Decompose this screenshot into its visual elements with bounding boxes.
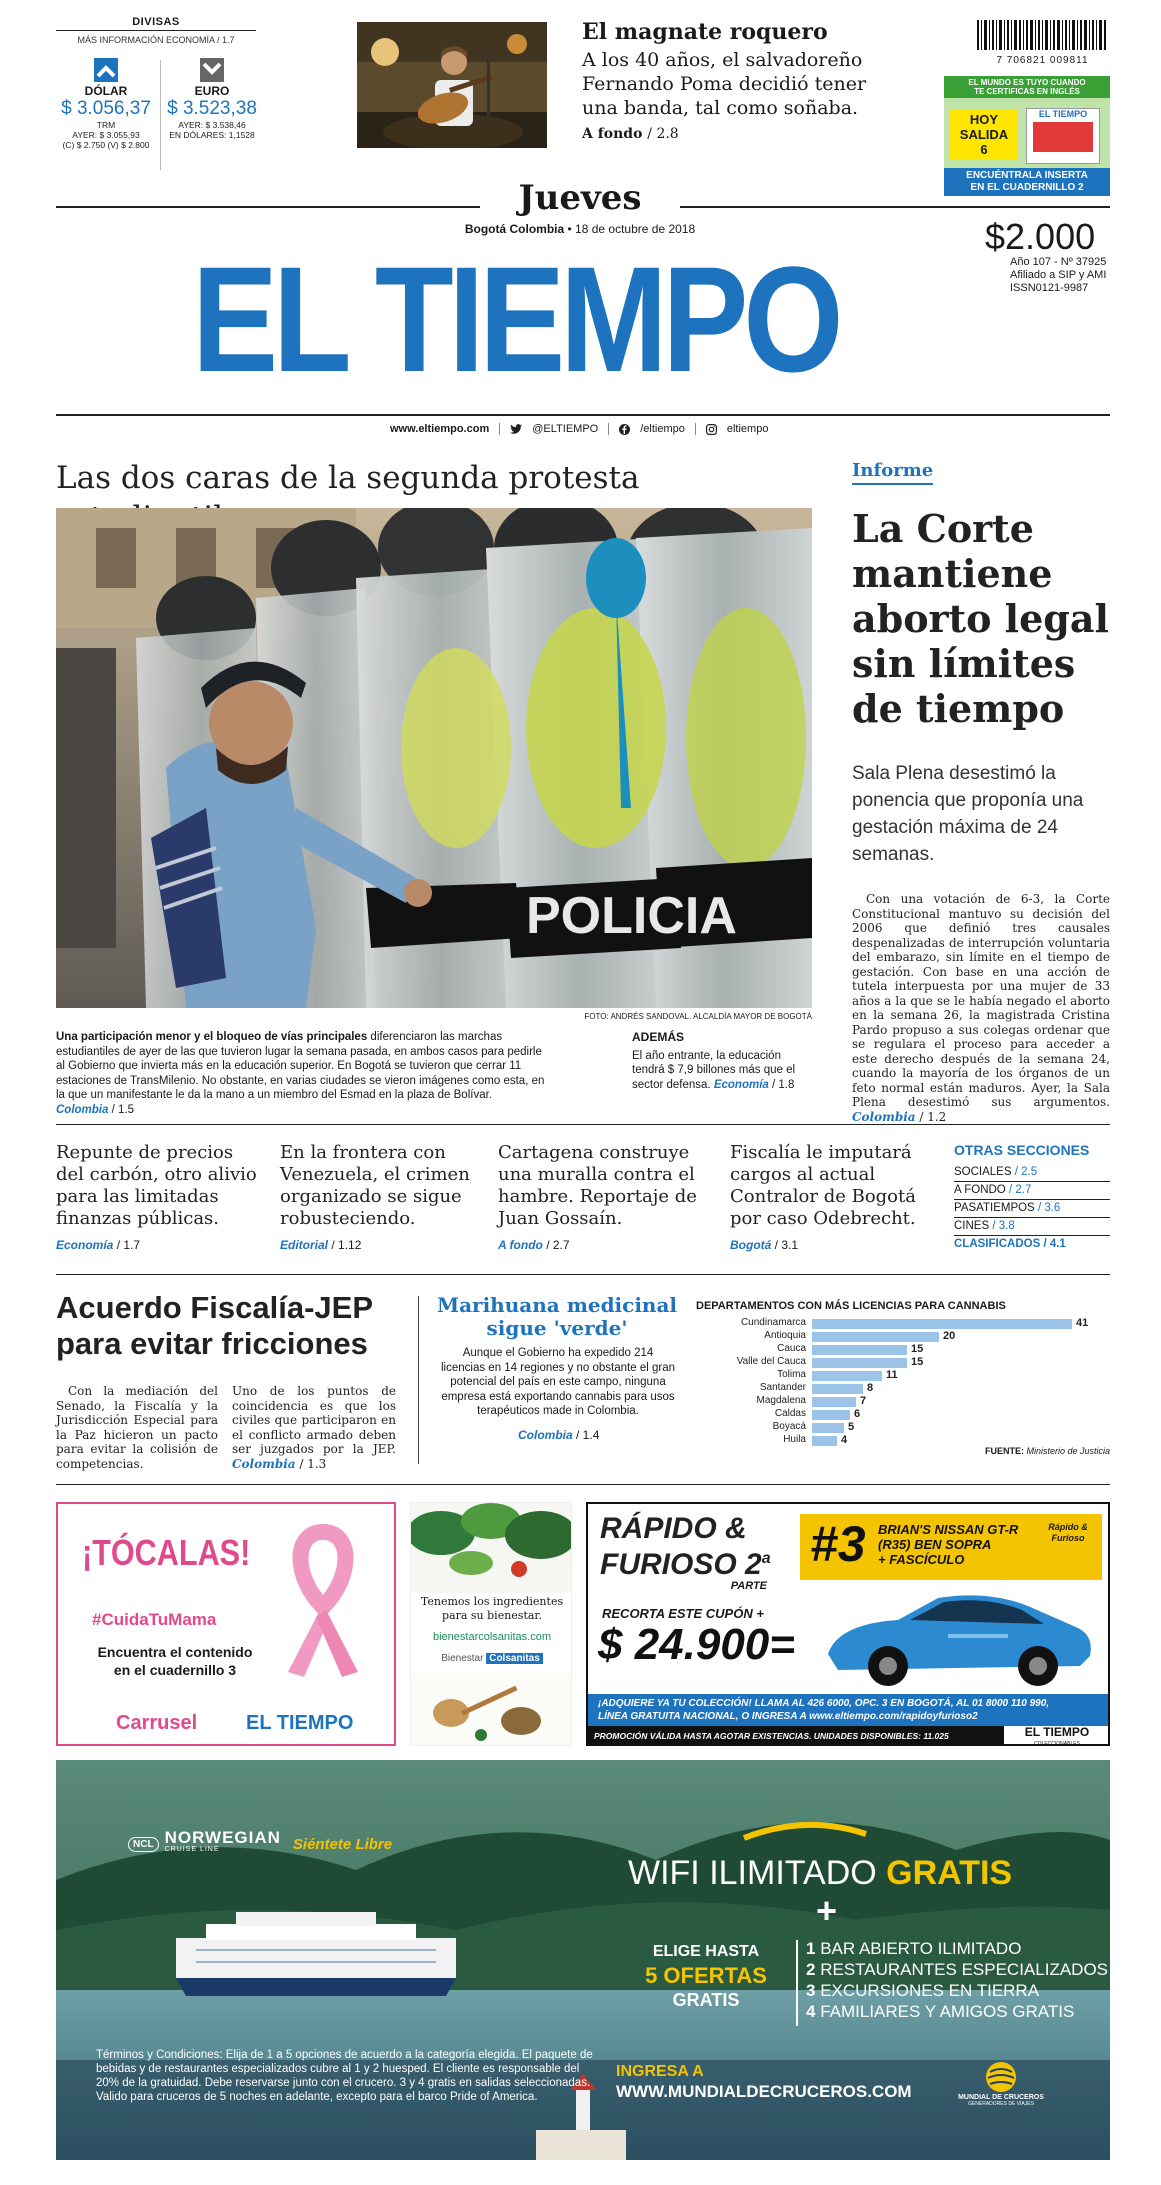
chart-category-label: Tolima: [777, 1369, 806, 1380]
marihuana-headline[interactable]: Marihuana medicinal sigue 'verde': [436, 1293, 678, 1340]
top-teaser-title: El magnate roquero: [582, 19, 828, 45]
brief-text: En la frontera con Venezuela, el crimen organizado se sigue robusteciendo.: [280, 1142, 470, 1229]
facebook-icon: [619, 424, 630, 435]
chart-value-label: 11: [886, 1369, 898, 1381]
ademas-page: / 1.8: [772, 1078, 795, 1091]
chart-bar: [812, 1397, 856, 1407]
promo-footer-2: EN EL CUADERNILLO 2: [970, 182, 1084, 193]
brief-page: / 2.7: [546, 1238, 570, 1252]
chart-category-label: Boyacá: [772, 1421, 806, 1432]
jep-page: / 1.3: [299, 1456, 327, 1471]
furious-logo-3: PARTE: [730, 1580, 767, 1592]
brief-4[interactable]: [730, 1142, 930, 1252]
social-web[interactable]: www.eltiempo.com: [390, 423, 490, 435]
lead-caption: [56, 1030, 546, 1117]
chart-bar: [812, 1410, 850, 1420]
chart-category-label: Magdalena: [756, 1395, 806, 1406]
other-section-name: CINES: [954, 1220, 990, 1232]
other-section-page: / 2.7: [1008, 1184, 1032, 1196]
ad-ncl[interactable]: [56, 1760, 1110, 2160]
tocalas-brand-carrusel: Carrusel: [116, 1712, 198, 1734]
tocalas-line2: en el cuadernillo 3: [113, 1662, 237, 1678]
dollar-up-icon: [91, 56, 121, 84]
chart-value-label: 8: [867, 1382, 874, 1394]
other-section-page: / 2.5: [1014, 1166, 1038, 1178]
chart-bar: [812, 1423, 844, 1433]
chart-bar-row: [696, 1370, 1110, 1382]
promo-badge-2: SALIDA: [959, 127, 1009, 142]
other-section-name: PASATIEMPOS: [954, 1202, 1035, 1214]
ncl-offer: 1 BAR ABIERTO ILIMITADO: [806, 1939, 1022, 1958]
ncl-badge: NCL: [128, 1837, 159, 1852]
social-divider: [499, 423, 500, 435]
currency-title: DIVISAS: [56, 16, 256, 31]
instagram-icon: [706, 424, 717, 435]
brief-section[interactable]: Economía: [56, 1238, 114, 1252]
ncl-brand: NORWEGIAN: [164, 1828, 281, 1847]
other-section-page: / 3.8: [992, 1220, 1015, 1232]
masthead-issue-info: [1010, 256, 1106, 295]
top-teaser[interactable]: [582, 18, 892, 142]
furious-car-line2: (R35) BEN SOPRA: [878, 1537, 992, 1552]
ncl-ingresa-label: INGRESA A: [616, 2063, 704, 2080]
marihuana-body-text: Aunque el Gobierno ha expedido 214 licencias en 14 regiones y no obstante el gran potencial del país en este campo, ninguna empresa está exportando cannabis para usos terapéuticos made in Colombia.: [441, 1347, 675, 1417]
promo-line2: TE CERTIFICAS EN INGLÉS: [944, 87, 1110, 98]
masthead-logo[interactable]: EL TIEMPO: [192, 235, 839, 403]
social-instagram[interactable]: eltiempo: [726, 423, 769, 435]
masthead-date: • 18 de octubre de 2018: [567, 222, 696, 236]
chart-value-label: 15: [911, 1356, 924, 1368]
twitter-icon: [510, 424, 522, 435]
brief-text: Cartagena construye una muralla contra el hambre. Reportaje de Juan Gossaín.: [498, 1142, 697, 1229]
other-section-page: / 3.6: [1037, 1202, 1061, 1214]
brief-ref: [280, 1238, 470, 1252]
chart-value-label: 15: [911, 1343, 924, 1355]
masthead-issue: Año 107 - Nº 37925: [1010, 256, 1107, 268]
chart-category-label: Cauca: [777, 1343, 806, 1354]
brief-ref: [56, 1238, 261, 1252]
lead-caption-section[interactable]: Colombia: [56, 1103, 109, 1116]
social-divider: [695, 423, 696, 435]
other-section-name: CLASIFICADOS: [954, 1238, 1041, 1250]
ncl-elige-divider: [796, 1940, 798, 2026]
lead-caption-text: diferenciaron las marchas estudiantiles de ayer de las que tuvieron lugar la semana pasada, en ambos casos para pedirle al Gobierno que invierta más en la educación superior. En Bogotá se tuvieron que cerrar 11 estaciones de TransMilenio. No obstante, en varias ciudades se vieron imágenes como esta, en la que un manifestante le da la mano a un miembro del Esmad en la plaza de Bolívar.: [56, 1031, 545, 1101]
jep-col1-text: Con la mediación del Senado, la Fiscalía y la Jurisdicción Especial para la Paz hicieron un pacto para evitar la colisión de competencias.: [56, 1384, 218, 1471]
chart-bar: [812, 1319, 1072, 1329]
dollar-value: $ 3.056,37: [61, 98, 151, 119]
jep-section[interactable]: Colombia: [232, 1456, 296, 1471]
ncl-offers: [806, 1938, 1108, 2022]
other-section-item[interactable]: [954, 1236, 1110, 1253]
social-facebook[interactable]: /eltiempo: [640, 423, 685, 435]
ncl-terms: Términos y Condiciones: Elija de 1 a 5 opciones de acuerdo a la categoría elegida. El paquete de bebidas y de restaurantes especializados cubre al 1 y 2 huesped. El cliente es responsable del 20% de la gratuidad. Debe reservarse junto con el crucero. 3 y 4 gratis en salidas seleccionadas. Valido para cruceros de 5 noches en adelante, excepto para el barco Pride of America.: [96, 2049, 593, 2103]
blue-car-illustration: [818, 1584, 1098, 1694]
jep-col2-text: Uno de los puntos de coincidencia es que los civiles que participaron en el conflicto armado deben ser juzgados por la JEP.: [232, 1384, 396, 1456]
chart-bar: [812, 1384, 863, 1394]
furious-mini-logo: Rápido & Furioso: [1048, 1522, 1088, 1543]
barcode: [975, 20, 1110, 66]
herbs-illustration: [411, 1503, 572, 1593]
chart-bar: [812, 1371, 882, 1381]
colsanitas-brand-a: Bienestar: [441, 1653, 484, 1664]
masthead-rule-bottom: [56, 414, 1110, 416]
other-section-item[interactable]: [954, 1200, 1110, 1218]
ncl-tagline: Siéntete Libre: [292, 1835, 393, 1853]
tocalas-hashtag: #CuidaTuMama: [92, 1610, 217, 1629]
masthead-city: Bogotá Colombia: [464, 222, 565, 236]
ademas-section[interactable]: Economía: [713, 1078, 769, 1091]
furious-logo-2-main: FURIOSO 2: [600, 1548, 762, 1581]
chart-category-label: Valle del Cauca: [736, 1356, 806, 1367]
other-section-name: A FONDO: [954, 1184, 1006, 1196]
chart-value-label: 20: [943, 1330, 956, 1342]
informe-tag-label: Informe: [852, 460, 933, 485]
chart-source-text: Ministerio de Justicia: [1026, 1446, 1110, 1456]
dollar-trm: TRM: [96, 120, 116, 130]
informe-body: [852, 892, 1110, 1124]
informe-tag: [852, 460, 933, 485]
other-sections-title: OTRAS SECCIONES: [954, 1142, 1090, 1158]
ncl-elige-2: 5 OFERTAS: [645, 1963, 767, 1988]
marihuana-body: [440, 1346, 676, 1419]
brief-text: Fiscalía le imputará cargos al actual Contralor de Bogotá por caso Odebrecht.: [730, 1142, 916, 1229]
top-teaser-ref: [582, 126, 892, 142]
euro-down-icon: [197, 56, 227, 84]
social-divider: [608, 423, 609, 435]
ncl-elige-1: ELIGE HASTA: [652, 1943, 760, 1960]
ncl-offer-text: BAR ABIERTO ILIMITADO: [820, 1939, 1022, 1958]
ncl-elige-3: GRATIS: [672, 1990, 740, 2010]
furious-logo-2: [600, 1544, 775, 1580]
promo-mini-paper: [1026, 108, 1100, 164]
rule-after-briefs: [56, 1274, 1110, 1275]
brief-section[interactable]: Bogotá: [730, 1238, 772, 1252]
promo-footer: [944, 168, 1110, 196]
social-twitter[interactable]: @ELTIEMPO: [532, 423, 599, 435]
chart-category-label: Antioquia: [764, 1330, 806, 1341]
chart-bar: [812, 1332, 939, 1342]
promo-mini-img: [1033, 122, 1093, 152]
ncl-wifi-label: WIFI ILIMITADO: [628, 1854, 877, 1892]
promo-footer-1: ENCUÉNTRALA INSERTA: [966, 170, 1088, 181]
rule-before-ads: [56, 1484, 1110, 1485]
other-section-item[interactable]: [954, 1182, 1110, 1200]
informe-body-text: Con una votación de 6-3, la Corte Constitucional mantuvo su decisión del 2006 que definió tres causales despenalizadas de interrupción voluntaria del embarazo, sin límite en el tiempo de gestación. Con base en una acción de tutela interpuesta por una mujer de 33 años a la que se le había negado el aborto en la semana 26, la magistrada Cristina Pardo propuso a sus colegas ordenar que se regulara el proceso para acceder a este derecho después de la semana 24, cuando la mayoría de los órganos de un feto normal están maduros. Ayer, la Sala Plena desestimó sus argumentos.: [852, 892, 1110, 1109]
furious-logo-ord: a: [761, 1550, 771, 1567]
ncl-ingresa: [616, 2062, 912, 2102]
furious-car-line1: BRIAN'S NISSAN GT-R: [878, 1522, 1019, 1537]
currency-divider: [160, 60, 161, 170]
lead-headline[interactable]: Las dos caras de la segunda protesta: [56, 460, 640, 496]
chart-category-label: Huila: [783, 1434, 806, 1445]
other-sections: [954, 1142, 1110, 1253]
ad-tocalas[interactable]: [56, 1502, 396, 1746]
ncl-offer: 4 FAMILIARES Y AMIGOS GRATIS: [806, 2002, 1075, 2021]
chart-source-label: FUENTE:: [984, 1446, 1024, 1456]
euro-block: [164, 56, 260, 140]
barcode-number: 7 706821 009811: [996, 55, 1089, 66]
furious-coupon: RECORTA ESTE CUPÓN +: [602, 1606, 764, 1621]
ncl-partner: [946, 2060, 1056, 2107]
rule-after-lead: [56, 1124, 1110, 1125]
chart-value-label: 41: [1076, 1317, 1089, 1329]
furious-logo: [600, 1514, 775, 1592]
barcode-icon: [975, 20, 1110, 50]
tocalas-title: ¡TÓCALAS!: [82, 1532, 251, 1573]
brief-page: / 3.1: [774, 1238, 799, 1252]
lead-photo[interactable]: [56, 508, 812, 1008]
chart-value-label: 4: [841, 1434, 848, 1446]
brief-3[interactable]: [498, 1142, 703, 1252]
furious-footer: PROMOCIÓN VÁLIDA HASTA AGOTAR EXISTENCIAS. UNIDADES DISPONIBLES: 11.025: [594, 1731, 949, 1741]
euro-in-dollars: EN DÓLARES: 1,1528: [169, 130, 255, 140]
chart-value-label: 5: [848, 1421, 855, 1433]
colsanitas-brand: [415, 1653, 569, 1664]
singer-illustration: [357, 22, 547, 148]
social-strip: [390, 420, 790, 438]
brief-section[interactable]: Editorial: [280, 1238, 329, 1252]
ncl-wifi-gratis: GRATIS: [886, 1854, 1013, 1892]
chart-bar-row: [696, 1396, 1110, 1408]
marihuana-ref: [518, 1428, 599, 1442]
promo-badge-1: HOY: [969, 112, 999, 127]
dollar-name: DÓLAR: [84, 84, 128, 98]
other-section-name: SOCIALES: [954, 1166, 1012, 1178]
chart-bar-row: [696, 1357, 1110, 1369]
informe-page: / 1.2: [919, 1109, 947, 1124]
colsanitas-url[interactable]: bienestarcolsanitas.com: [432, 1631, 551, 1643]
dollar-yesterday: AYER: $ 3.055,93: [72, 130, 140, 140]
cannabis-chart: [696, 1300, 1110, 1464]
chart-value-label: 6: [854, 1408, 861, 1420]
other-section-item[interactable]: [954, 1218, 1110, 1236]
brief-text: Repunte de precios del carbón, otro alivio para las limitadas finanzas públicas.: [56, 1142, 257, 1229]
chart-bar-row: [696, 1409, 1110, 1421]
chart-category-label: Cundinamarca: [740, 1317, 806, 1328]
protest-photo-illustration: [56, 508, 812, 1008]
ncl-elige: [616, 1940, 796, 2012]
currency-subtitle: MÁS INFORMACIÓN ECONOMÍA / 1.7: [77, 35, 235, 45]
dollar-block: [56, 56, 156, 150]
ad-furious[interactable]: [586, 1502, 1110, 1746]
chart-bar: [812, 1345, 907, 1355]
ncl-plus: +: [816, 1890, 838, 1931]
ncl-partner-sub: GENERADORES DE VIAJES: [968, 2101, 1034, 2107]
informe-section[interactable]: Colombia: [852, 1109, 916, 1124]
ademas-text: El año entrante, la educación tendrá $ 7,9 billones más que el sector defensa.: [632, 1049, 796, 1091]
furious-brand: [1004, 1726, 1110, 1746]
chart-bars: [696, 1318, 1110, 1448]
pink-ribbon-icon: [268, 1522, 378, 1682]
singer-photo[interactable]: [357, 22, 547, 148]
ncl-offer: 2 RESTAURANTES ESPECIALIZADOS: [806, 1960, 1109, 1979]
spoons-illustration: [411, 1673, 572, 1746]
informe-deck: Sala Plena desestimó la ponencia que proponía una gestación máxima de 24 semanas.: [852, 763, 1084, 865]
ncl-offer-text: RESTAURANTES ESPECIALIZADOS: [820, 1960, 1109, 1979]
brief-1[interactable]: [56, 1142, 261, 1252]
chart-value-label: 7: [860, 1395, 867, 1407]
globe-icon: [984, 2060, 1018, 2094]
brief-page: / 1.12: [331, 1238, 362, 1252]
tocalas-line1: Encuentra el contenido: [97, 1644, 253, 1660]
shield-lettering: POLICIA: [526, 887, 737, 945]
masthead-price: $2.000: [985, 216, 1096, 257]
top-teaser-section: A fondo: [582, 126, 643, 142]
promo-cuadernillo[interactable]: [944, 76, 1110, 196]
ncl-logo: [128, 1828, 393, 1856]
chart-source: [985, 1446, 1110, 1456]
brief-section[interactable]: A fondo: [498, 1238, 543, 1252]
promo-line1: EL MUNDO ES TUYO CUANDO: [944, 76, 1110, 87]
top-teaser-page: / 2.8: [647, 126, 679, 142]
chart-bar: [812, 1358, 907, 1368]
ademas-box: [632, 1030, 812, 1092]
chart-bar-row: [696, 1422, 1110, 1434]
ncl-swoosh-icon: [740, 1820, 870, 1842]
furious-car-name: [878, 1522, 1018, 1567]
tocalas-brand-eltiempo: EL TIEMPO: [246, 1712, 354, 1734]
top-teaser-text: A los 40 años, el salvadoreño Fernando Poma decidió tener una banda, tal como soñaba.: [582, 49, 867, 119]
masthead-affil: Afiliado a SIP y AMI: [1010, 269, 1107, 281]
brief-ref: [498, 1238, 703, 1252]
promo-mini-brand: EL TIEMPO: [1038, 109, 1088, 119]
jep-col1: [56, 1384, 218, 1471]
brief-ref: [730, 1238, 930, 1252]
chart-bar-row: [696, 1318, 1110, 1330]
dollar-buy-sell: (C) $ 2.750 (V) $ 2.800: [62, 140, 150, 150]
ncl-offer: 3 EXCURSIONES EN TIERRA: [806, 1981, 1040, 2000]
furious-number: #3: [810, 1516, 866, 1572]
furious-car-line3: + FASCÍCULO: [878, 1552, 965, 1567]
euro-value: $ 3.523,38: [167, 98, 257, 119]
ad-colsanitas[interactable]: [410, 1502, 572, 1746]
informe-headline[interactable]: La Corte mantiene aborto legal sin límites de tiempo: [852, 506, 1109, 731]
colsanitas-brand-b: Colsanitas: [486, 1653, 543, 1664]
ncl-brand-sub: CRUISE LINE: [164, 1846, 220, 1853]
lead-caption-page: / 1.5: [111, 1103, 134, 1116]
chart-bar-row: [696, 1344, 1110, 1356]
ncl-partner-name: MUNDIAL DE CRUCEROS: [958, 2094, 1044, 2101]
furious-brand-name: EL TIEMPO: [1024, 1725, 1090, 1739]
masthead-issn: ISSN0121-9987: [1010, 282, 1089, 294]
furious-cta-1: ¡ADQUIERE YA TU COLECCIÓN! LLAMA AL 426 6000, OPC. 3 EN BOGOTÁ, AL 01 8000 110 990,: [598, 1698, 1050, 1709]
chart-bar-row: [696, 1331, 1110, 1343]
brief-page: / 1.7: [116, 1238, 141, 1252]
colsanitas-line2: para su bienestar.: [442, 1609, 542, 1622]
ncl-brand-block: [164, 1828, 281, 1856]
masthead-day: Jueves: [480, 180, 680, 216]
ncl-url[interactable]: WWW.MUNDIALDECRUCEROS.COM: [616, 2082, 912, 2101]
currency-box: [56, 16, 256, 176]
other-section-page: / 4.1: [1043, 1238, 1066, 1250]
furious-logo-1: RÁPIDO &: [600, 1512, 747, 1545]
jep-divider: [418, 1296, 419, 1464]
brief-2[interactable]: [280, 1142, 470, 1252]
jep-col2: [232, 1384, 396, 1471]
jep-headline[interactable]: Acuerdo Fiscalía-JEP para evitar fricciones: [56, 1290, 373, 1361]
chart-bar-row: [696, 1383, 1110, 1395]
promo-badge: [950, 110, 1018, 160]
promo-badge-3: 6: [980, 142, 988, 157]
furious-price: $ 24.900=: [598, 1620, 795, 1669]
ncl-wifi: [628, 1854, 1012, 1893]
furious-cta-2[interactable]: LÍNEA GRATUITA NACIONAL, O INGRESA A www.eltiempo.com/rapidoyfurioso2: [598, 1711, 978, 1722]
lead-caption-bold: Una participación menor y el bloqueo de vías principales: [56, 1031, 368, 1043]
lead-photo-credit: FOTO: ANDRÉS SANDOVAL. ALCALDÍA MAYOR DE BOGOTÁ: [584, 1012, 812, 1021]
ademas-title: ADEMÁS: [632, 1030, 685, 1044]
euro-name: EURO: [194, 84, 230, 98]
furious-brand-sub: COLECCIONABLES: [1034, 1741, 1080, 1746]
marihuana-page: / 1.4: [576, 1428, 600, 1442]
chart-bar: [812, 1436, 837, 1446]
marihuana-section[interactable]: Colombia: [518, 1428, 573, 1442]
colsanitas-line1: Tenemos los ingredientes: [420, 1595, 564, 1608]
ncl-offer-text: EXCURSIONES EN TIERRA: [820, 1981, 1040, 2000]
chart-title: DEPARTAMENTOS CON MÁS LICENCIAS PARA CANNABIS: [696, 1300, 1006, 1312]
ncl-offer-text: FAMILIARES Y AMIGOS GRATIS: [820, 2002, 1075, 2021]
euro-yesterday: AYER: $ 3.538,46: [178, 120, 246, 130]
chart-category-label: Santander: [759, 1382, 806, 1393]
masthead-dateline: [380, 222, 780, 236]
other-section-item[interactable]: [954, 1164, 1110, 1182]
furious-cta: [588, 1694, 1110, 1726]
chart-category-label: Caldas: [774, 1408, 806, 1419]
